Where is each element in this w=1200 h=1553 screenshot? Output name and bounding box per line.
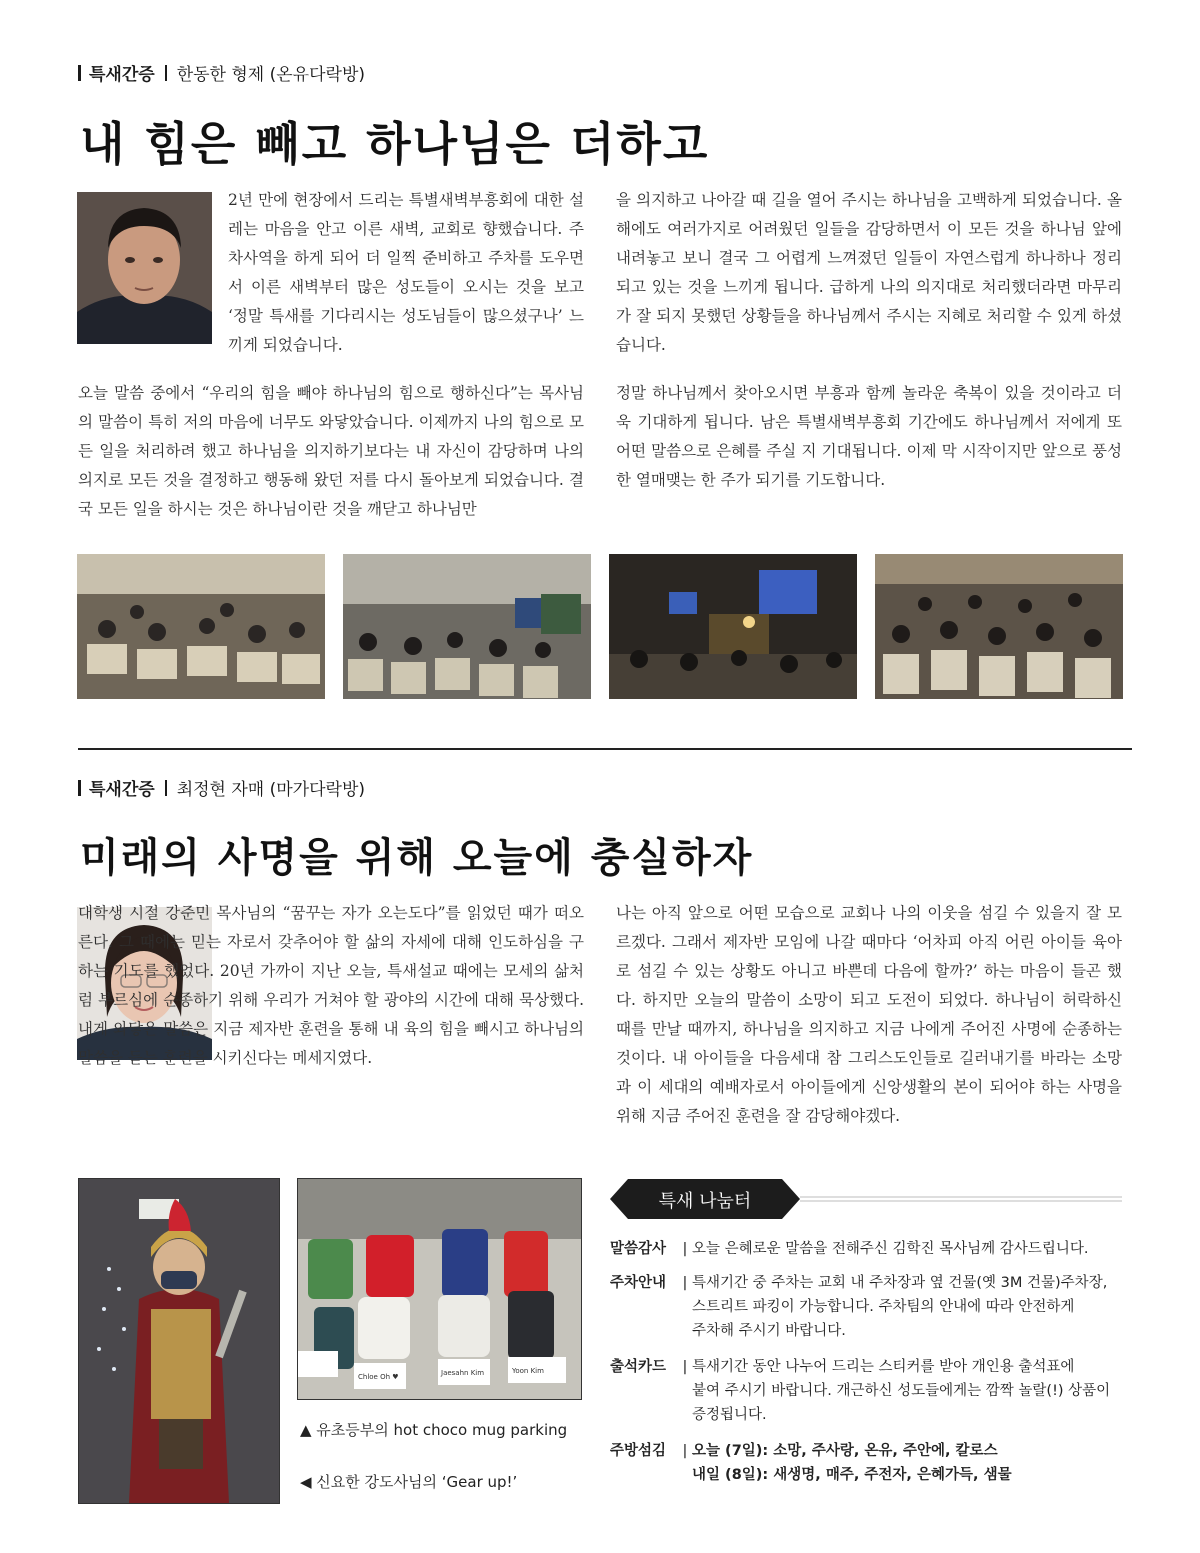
notice-row-thanks — [610, 1237, 1088, 1261]
notice-line: 붙여 주시기 바랍니다. 개근하신 성도들에게는 깜짝 놀랄(!) 상품이 — [692, 1383, 1111, 1399]
section1-tag: 특새간증 — [89, 65, 155, 85]
mug-caption: ▲ 유초등부의 hot choco mug parking — [300, 1421, 568, 1439]
mug-label-3: Yoon Kim — [512, 1367, 544, 1375]
mug-label-1: Chloe Oh ♥ — [358, 1373, 399, 1381]
notice-key: 출석카드 — [610, 1359, 667, 1375]
notice-pipe: | — [682, 1359, 688, 1375]
notice-row-kitchen — [610, 1439, 1012, 1487]
section2-author: 최정현 자매 (마가다락방) — [176, 780, 365, 800]
notice-line: 오늘 (7일): 소망, 주사랑, 온유, 주안에, 칼로스 — [692, 1443, 998, 1459]
notice-value — [692, 1237, 1088, 1261]
notice-pipe: | — [682, 1241, 688, 1257]
notice-key: 주차안내 — [610, 1275, 667, 1291]
service-photo-4 — [875, 554, 1123, 699]
section1-author: 한동한 형제 (온유다락방) — [176, 65, 365, 85]
section2-text-left: 대학생 시절 강준민 목사님의 “꿈꾸는 자가 오는도다”를 읽었던 때가 떠오른다. 그 때에는 믿는 자로서 갖추어야 할 삶의 자세에 대해 인도하심을 구하는 기도를 했었다. 20년 가까이 지난 오늘, 특새설교 때에는 모세의 삶처럼 부르심에 순종하기 위해 우리가 거쳐야 할 광야의 시간에 대해 묵상했다. 내게 와닿은 말씀은 지금 제자반 훈련을 통해 내 육의 힘을 빼시고 하나님의 말씀을 듣는 훈련을 시키신다는 메세지였다. — [78, 904, 584, 1067]
section2-label — [78, 775, 365, 800]
section1-text-right-top: 을 의지하고 나아갈 때 길을 열어 주시는 하나님을 고백하게 되었습니다. 올해에도 여러가지로 어려웠던 일들을 감당하면서 이 모든 것을 하나님 앞에 내려놓고 보니 결국 그 어렵게 느껴졌던 일들이 자연스럽게 하나하나 정리되고 있는 것을 느끼게 됩니다. 급하게 나의 의지대로 처리했더라면 마무리가 잘 되지 못했던 상황들을 하나님께서 주시는 지혜로 처리할 수 있게 하셨습니다. — [616, 191, 1122, 354]
label-bar — [78, 65, 81, 81]
notice-key: 주방섬김 — [610, 1443, 667, 1459]
notice-title: 특새 나눔터 — [658, 1191, 752, 1212]
notice-header — [610, 1179, 1122, 1219]
notice-line: 내일 (8일): 새생명, 매주, 주전자, 은혜가득, 샘물 — [692, 1467, 1012, 1483]
notice-row-parking — [610, 1271, 1107, 1343]
section1-title: 내 힘은 빼고 하나님은 더하고 — [80, 117, 710, 171]
notice-line: 특새기간 동안 나누어 드리는 스티커를 받아 개인용 출석표에 — [692, 1359, 1075, 1375]
section1-text-left-top: 2년 만에 현장에서 드리는 특별새벽부흥회에 대한 설레는 마음을 안고 이른 새벽, 교회로 향했습니다. 주차사역을 하게 되어 더 일찍 준비하고 주차를 도우면서 이른 새벽부터 많은 성도들이 오시는 것을 보고 ‘정말 특새를 기다리시는 성도님들이 많으셨구나’ 느끼게 되었습니다. — [228, 191, 584, 354]
notice-row-attendance — [610, 1355, 1110, 1427]
section1-text-right-bottom: 정말 하나님께서 찾아오시면 부흥과 함께 놀라운 축복이 있을 것이라고 더욱 기대하게 됩니다. 남은 특별새벽부흥회 기간에도 하나님께서 저에게 또 어떤 말씀으로 은혜를 주실 지 기대됩니다. 이제 막 시작이지만 앞으로 풍성한 열매맺는 한 주가 되기를 기도합니다. — [616, 384, 1122, 489]
portrait-man-illustration — [77, 192, 212, 344]
notice-line: 증정됩니다. — [692, 1407, 767, 1423]
notice-line: 스트리트 파킹이 가능합니다. 주차팀의 안내에 따라 안전하게 — [692, 1299, 1075, 1315]
section1-text-left-bottom: 오늘 말씀 중에서 “우리의 힘을 빼야 하나님의 힘으로 행하신다”는 목사님의 말씀이 특히 저의 마음에 너무도 와닿았습니다. 이제까지 나의 힘으로 모든 일을 처리하려 했고 하나님을 의지하기보다는 내 자신이 감당하며 나의 의지로 모든 것을 결정하고 행동해 왔던 저를 다시 돌아보게 되었습니다. 결국 모든 일을 하시는 것은 하나님이란 것을 깨닫고 하나님만 — [78, 384, 584, 518]
label-separator — [165, 65, 167, 81]
section1-label — [78, 60, 365, 85]
label-bar — [78, 780, 81, 796]
gear-caption: ◀ 신요한 강도사님의 ‘Gear up!’ — [300, 1473, 518, 1491]
notice-key: 말씀감사 — [610, 1241, 667, 1257]
notice-pipe: | — [682, 1275, 688, 1291]
service-photo-3 — [609, 554, 857, 699]
portrait-photo-man — [77, 192, 212, 344]
notice-line: 오늘 은혜로운 말씀을 전해주신 김학진 목사님께 감사드립니다. — [692, 1241, 1089, 1257]
service-photo-2 — [343, 554, 591, 699]
notice-pipe: | — [682, 1443, 688, 1459]
section-divider — [78, 748, 1132, 750]
service-photo-1 — [77, 554, 325, 699]
mug-parking-photo — [297, 1178, 582, 1400]
section2-tag: 특새간증 — [89, 780, 155, 800]
notice-line: 주차해 주시기 바랍니다. — [692, 1323, 846, 1339]
notice-value — [692, 1271, 1107, 1343]
section2-text-right: 나는 아직 앞으로 어떤 모습으로 교회나 나의 이웃을 섬길 수 있을지 잘 모르겠다. 그래서 제자반 모임에 나갈 때마다 ‘어차피 아직 어린 아이들 육아로 섬길 수 있는 상황도 아니고 바쁜데 다음에 할까?’ 하는 마음이 들곤 했다. 하지만 오늘의 말씀이 소망이 되고 도전이 되었다. 하나님이 허락하신 때를 만날 때까지, 하나님을 의지하고 지금 나에게 주어진 사명에 순종하는 것이다. 내 아이들을 다음세대 참 그리스도인들로 길러내기를 바라는 소망과 이 세대의 예배자로서 아이들에게 신앙생활의 본이 되어야 하는 사명을 위해 지금 주어진 훈련을 잘 감당해야겠다. — [616, 904, 1122, 1125]
notice-value — [692, 1439, 1012, 1487]
mug-label-2: Jaesahn Kim — [441, 1369, 485, 1377]
gear-up-photo — [78, 1178, 280, 1504]
notice-line: 특새기간 중 주차는 교회 내 주차장과 옆 건물(옛 3M 건물)주차장, — [692, 1275, 1108, 1291]
label-separator — [165, 780, 167, 796]
section2-title: 미래의 사명을 위해 오늘에 충실하자 — [80, 835, 754, 881]
notice-value — [692, 1355, 1110, 1427]
